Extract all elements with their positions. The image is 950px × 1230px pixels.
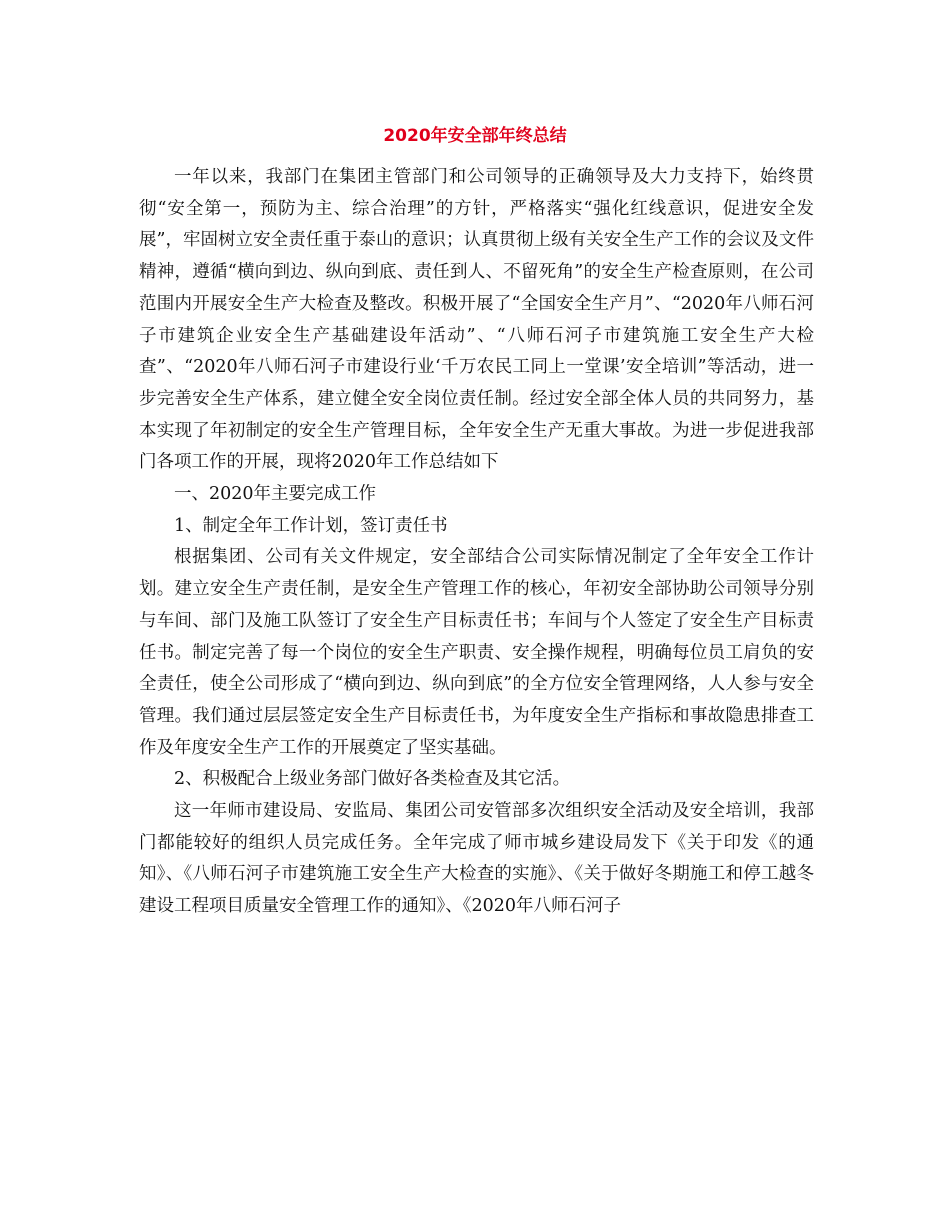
paragraph-responsibility: 根据集团、公司有关文件规定，安全部结合公司实际情况制定了全年安全工作计划。建立安全生产责任制，是安全生产管理工作的核心，年初安全部协助公司领导分别与车间、部门及施工队签订了安全生产目标责任书；车间与个人签定了安全生产目标责任书。制定完善了每一个岗位的安全生产职责、安全操作规程，明确每位员工肩负的安全责任，使全公司形成了“横向到边、纵向到底”的全方位安全管理网络，人人参与安全管理。我们通过层层签定安全生产目标责任书，为年度安全生产指标和事故隐患排查工作及年度安全生产工作的开展奠定了坚实基础。	[139, 547, 814, 758]
document-body	[139, 162, 814, 923]
paragraph-inspections: 这一年师市建设局、安监局、集团公司安管部多次组织安全活动及安全培训，我部门都能较好的组织人员完成任务。全年完成了师市城乡建设局发下《关于印发《的通知》、《八师石河子市建筑施工安全生产大检查的实施》、《关于做好冬期施工和停工越冬建设工程项目质量安全管理工作的通知》、《2020年八师石河子	[139, 801, 814, 917]
document-title: 2020年安全部年终总结	[383, 126, 567, 146]
subheading-1: 1、制定全年工作计划，签订责任书	[174, 515, 448, 536]
paragraph-intro: 一年以来，我部门在集团主管部门和公司领导的正确领导及大力支持下，始终贯彻“安全第一，预防为主、综合治理”的方针，严格落实“强化红线意识，促进安全发展”，牢固树立安全责任重于泰山的意识；认真贯彻上级有关安全生产工作的会议及文件精神，遵循“横向到边、纵向到底、责任到人、不留死角”的安全生产检查原则，在公司范围内开展安全生产大检查及整改。积极开展了“全国安全生产月”、“2020年八师石河子市建筑企业安全生产基础建设年活动”、“八师石河子市建筑施工安全生产大检查”、“2020年八师石河子市建设行业‘千万农民工同上一堂课’安全培训”等活动，进一步完善安全生产体系，建立健全安全岗位责任制。经过安全部全体人员的共同努力，基本实现了年初制定的安全生产管理目标，全年安全生产无重大事故。为进一步促进我部门各项工作的开展，现将2020年工作总结如下	[139, 167, 814, 473]
subheading-2: 2、积极配合上级业务部门做好各类检查及其它活。	[174, 769, 571, 790]
section-heading-1: 一、2020年主要完成工作	[174, 484, 377, 505]
